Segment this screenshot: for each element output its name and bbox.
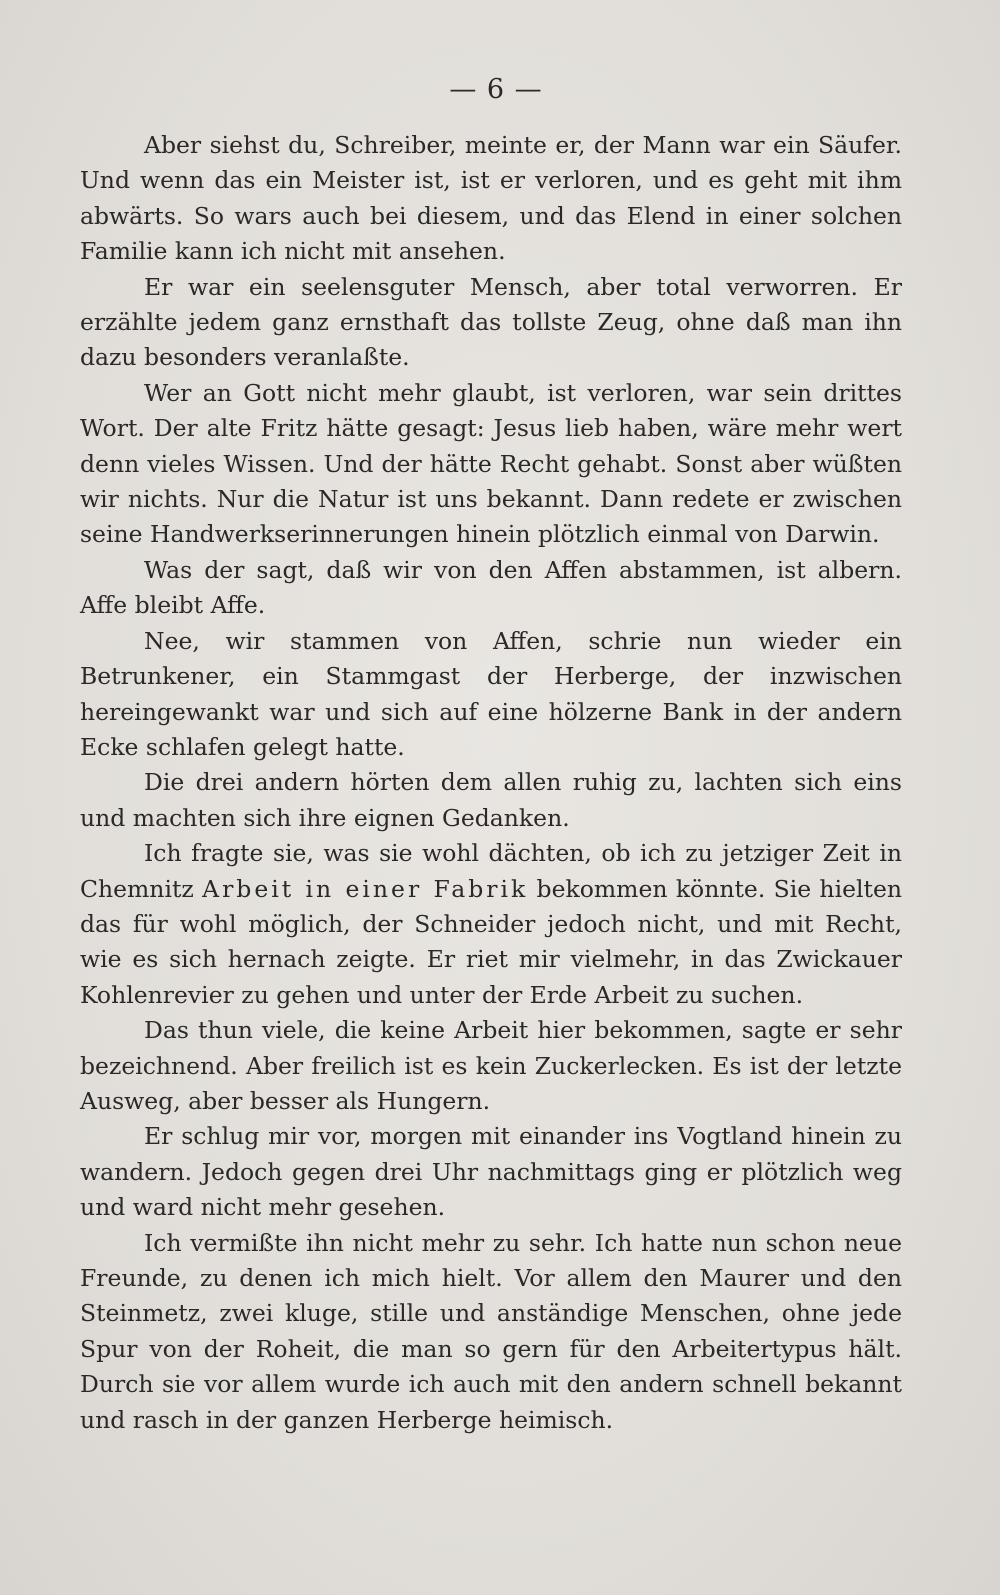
spaced-emphasis-text: Arbeit in einer Fabrik	[202, 874, 529, 903]
paragraph-text: bekommen könnte. Sie hielten das für wohl möglich, der Schneider jedoch nicht, und mit Recht, wie es sich hernach zeigte. Er riet mir vielmehr, in das Zwickauer Kohlenrevier zu gehen und unter der Erde Arbeit zu suchen.	[80, 874, 902, 1009]
page-body-text	[80, 128, 902, 1438]
paragraph: Die drei andern hörten dem allen ruhig zu, lachten sich eins und machten sich ihre eignen Gedanken.	[80, 768, 902, 832]
paragraph: Wer an Gott nicht mehr glaubt, ist verloren, war sein drittes Wort. Der alte Fritz hätte gesagt: Jesus lieb haben, wäre mehr wert denn vieles Wissen. Und der hätte Recht gehabt. Sonst aber wüßten wir nichts. Nur die Natur ist uns bekannt. Dann redete er zwischen seine Handwerkserinnerungen hinein plötzlich einmal von Darwin.	[80, 378, 902, 549]
paragraph: Er schlug mir vor, morgen mit einander ins Vogtland hinein zu wandern. Jedoch gegen drei Uhr nachmittags ging er plötzlich weg und ward nicht mehr gesehen.	[80, 1122, 902, 1222]
page-number: — 6 —	[449, 74, 543, 105]
paragraph: Aber siehst du, Schreiber, meinte er, der Mann war ein Säufer. Und wenn das ein Meister ist, ist er verloren, und es geht mit ihm abwärts. So wars auch bei diesem, und das Elend in einer solchen Familie kann ich nicht mit ansehen.	[80, 131, 902, 266]
paragraph: Was der sagt, daß wir von den Affen abstammen, ist albern. Affe bleibt Affe.	[80, 555, 902, 620]
paragraph	[80, 836, 902, 1013]
paragraph-text: Ich fragte sie, was sie wohl dächten, ob ich zu jetziger Zeit in Chemnitz	[80, 839, 902, 903]
paragraph: Er war ein seelensguter Mensch, aber total verworren. Er erzählte jedem ganz ernsthaft das tollste Zeug, ohne daß man ihn dazu besonders veranlaßte.	[80, 272, 902, 372]
paragraph: Das thun viele, die keine Arbeit hier bekommen, sagte er sehr bezeichnend. Aber freilich ist es kein Zuckerlecken. Es ist der letzte Ausweg, aber besser als Hungern.	[80, 1016, 902, 1115]
paragraph: Nee, wir stammen von Affen, schrie nun wieder ein Betrunkener, ein Stammgast der Herberge, der inzwischen hereingewankt war und sich auf eine hölzerne Bank in der andern Ecke schlafen gelegt hatte.	[80, 626, 902, 761]
paragraph: Ich vermißte ihn nicht mehr zu sehr. Ich hatte nun schon neue Freunde, zu denen ich mich hielt. Vor allem den Maurer und den Steinmetz, zwei kluge, stille und anständige Menschen, ohne jede Spur von der Roheit, die man so gern für den Arbeitertypus hält. Durch sie vor allem wurde ich auch mit den andern schnell bekannt und rasch in der ganzen Herberge heimisch.	[80, 1228, 902, 1434]
